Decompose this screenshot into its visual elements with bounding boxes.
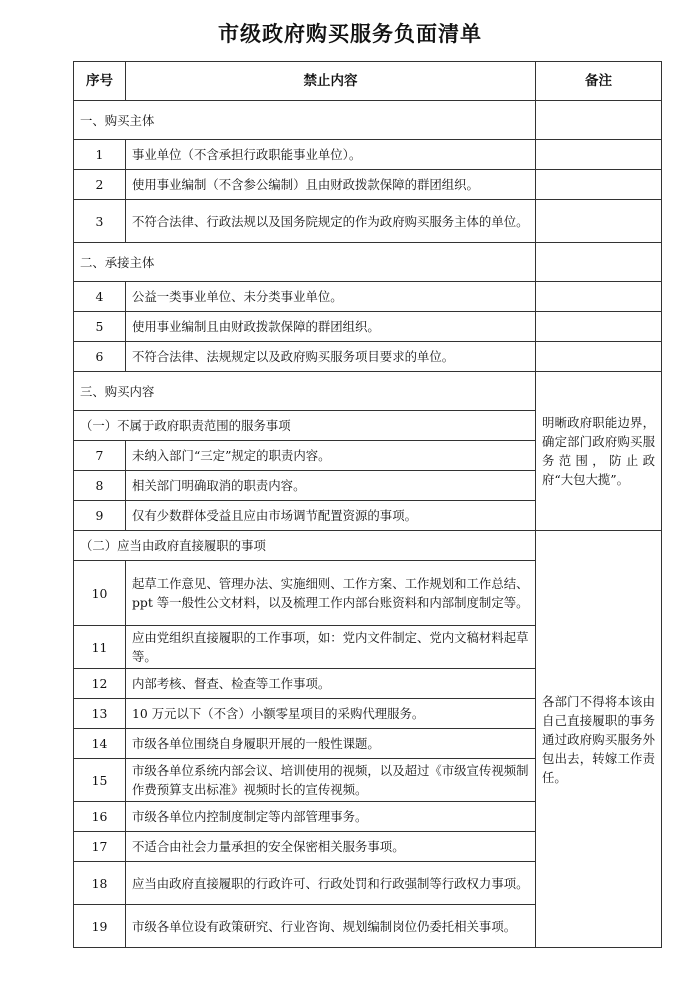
header-remark: 备注 <box>536 62 662 101</box>
section-row <box>74 243 662 282</box>
row-content: 市级各单位内控制度制定等内部管理事务。 <box>126 802 536 832</box>
row-number: 9 <box>74 501 126 531</box>
table-row <box>74 282 662 312</box>
row-number: 6 <box>74 342 126 372</box>
row-content: 事业单位（不含承担行政职能事业单位）。 <box>126 140 536 170</box>
row-content: 不符合法律、行政法规以及国务院规定的作为政府购买服务主体的单位。 <box>126 200 536 243</box>
subsection-row <box>74 531 662 561</box>
row-number: 14 <box>74 729 126 759</box>
row-content: 未纳入部门“三定”规定的职责内容。 <box>126 441 536 471</box>
subsection-outside-duty: （一）不属于政府职责范围的服务事项 <box>74 411 536 441</box>
row-content: 起草工作意见、管理办法、实施细则、工作方案、工作规划和工作总结、ppt 等一般性公文材料，以及梳理工作内部台账资料和内部制度制定等。 <box>126 561 536 626</box>
row-number: 8 <box>74 471 126 501</box>
remark-cell <box>536 312 662 342</box>
row-number: 19 <box>74 905 126 948</box>
row-content: 相关部门明确取消的职责内容。 <box>126 471 536 501</box>
row-content: 市级各单位设有政策研究、行业咨询、规划编制岗位仍委托相关事项。 <box>126 905 536 948</box>
remark-cell <box>536 140 662 170</box>
negative-list-table <box>73 61 662 948</box>
row-number: 17 <box>74 832 126 862</box>
remark-cell <box>536 200 662 243</box>
section-content: 三、购买内容 <box>74 372 536 411</box>
row-content: 10 万元以下（不含）小额零星项目的采购代理服务。 <box>126 699 536 729</box>
row-number: 2 <box>74 170 126 200</box>
table-row <box>74 140 662 170</box>
section-contractor: 二、承接主体 <box>74 243 536 282</box>
row-content: 仅有少数群体受益且应由市场调节配置资源的事项。 <box>126 501 536 531</box>
remark-cell <box>536 243 662 282</box>
row-number: 12 <box>74 669 126 699</box>
remark-cell <box>536 342 662 372</box>
remark-note-scope: 明晰政府职能边界，确定部门政府购买服务范围，防止政府“大包大揽”。 <box>536 372 662 531</box>
row-number: 11 <box>74 626 126 669</box>
row-number: 3 <box>74 200 126 243</box>
row-number: 13 <box>74 699 126 729</box>
remark-cell <box>536 282 662 312</box>
row-number: 10 <box>74 561 126 626</box>
remark-cell <box>536 170 662 200</box>
remark-note-outsourcing: 各部门不得将本该由自己直接履职的事务通过政府购买服务外包出去，转嫁工作责任。 <box>536 531 662 948</box>
row-content: 使用事业编制（不含参公编制）且由财政拨款保障的群团组织。 <box>126 170 536 200</box>
section-row <box>74 101 662 140</box>
row-content: 内部考核、督查、检查等工作事项。 <box>126 669 536 699</box>
header-no: 序号 <box>74 62 126 101</box>
row-number: 18 <box>74 862 126 905</box>
section-purchaser: 一、购买主体 <box>74 101 536 140</box>
row-content: 应当由政府直接履职的行政许可、行政处罚和行政强制等行政权力事项。 <box>126 862 536 905</box>
subsection-direct-duty: （二）应当由政府直接履职的事项 <box>74 531 536 561</box>
header-row <box>74 62 662 101</box>
row-number: 5 <box>74 312 126 342</box>
row-content: 市级各单位系统内部会议、培训使用的视频，以及超过《市级宣传视频制作费预算支出标准》视频时长的宣传视频。 <box>126 759 536 802</box>
table-row <box>74 170 662 200</box>
table-row <box>74 312 662 342</box>
row-number: 7 <box>74 441 126 471</box>
document-title: 市级政府购买服务负面清单 <box>218 22 482 46</box>
row-content: 公益一类事业单位、未分类事业单位。 <box>126 282 536 312</box>
row-number: 1 <box>74 140 126 170</box>
section-row <box>74 372 662 411</box>
row-content: 不适合由社会力量承担的安全保密相关服务事项。 <box>126 832 536 862</box>
row-content: 市级各单位围绕自身履职开展的一般性课题。 <box>126 729 536 759</box>
row-content: 使用事业编制且由财政拨款保障的群团组织。 <box>126 312 536 342</box>
row-content: 应由党组织直接履职的工作事项，如：党内文件制定、党内文稿材料起草等。 <box>126 626 536 669</box>
row-number: 15 <box>74 759 126 802</box>
row-number: 16 <box>74 802 126 832</box>
row-number: 4 <box>74 282 126 312</box>
header-content: 禁止内容 <box>126 62 536 101</box>
table-row <box>74 342 662 372</box>
remark-cell <box>536 101 662 140</box>
table-row <box>74 200 662 243</box>
row-content: 不符合法律、法规规定以及政府购买服务项目要求的单位。 <box>126 342 536 372</box>
